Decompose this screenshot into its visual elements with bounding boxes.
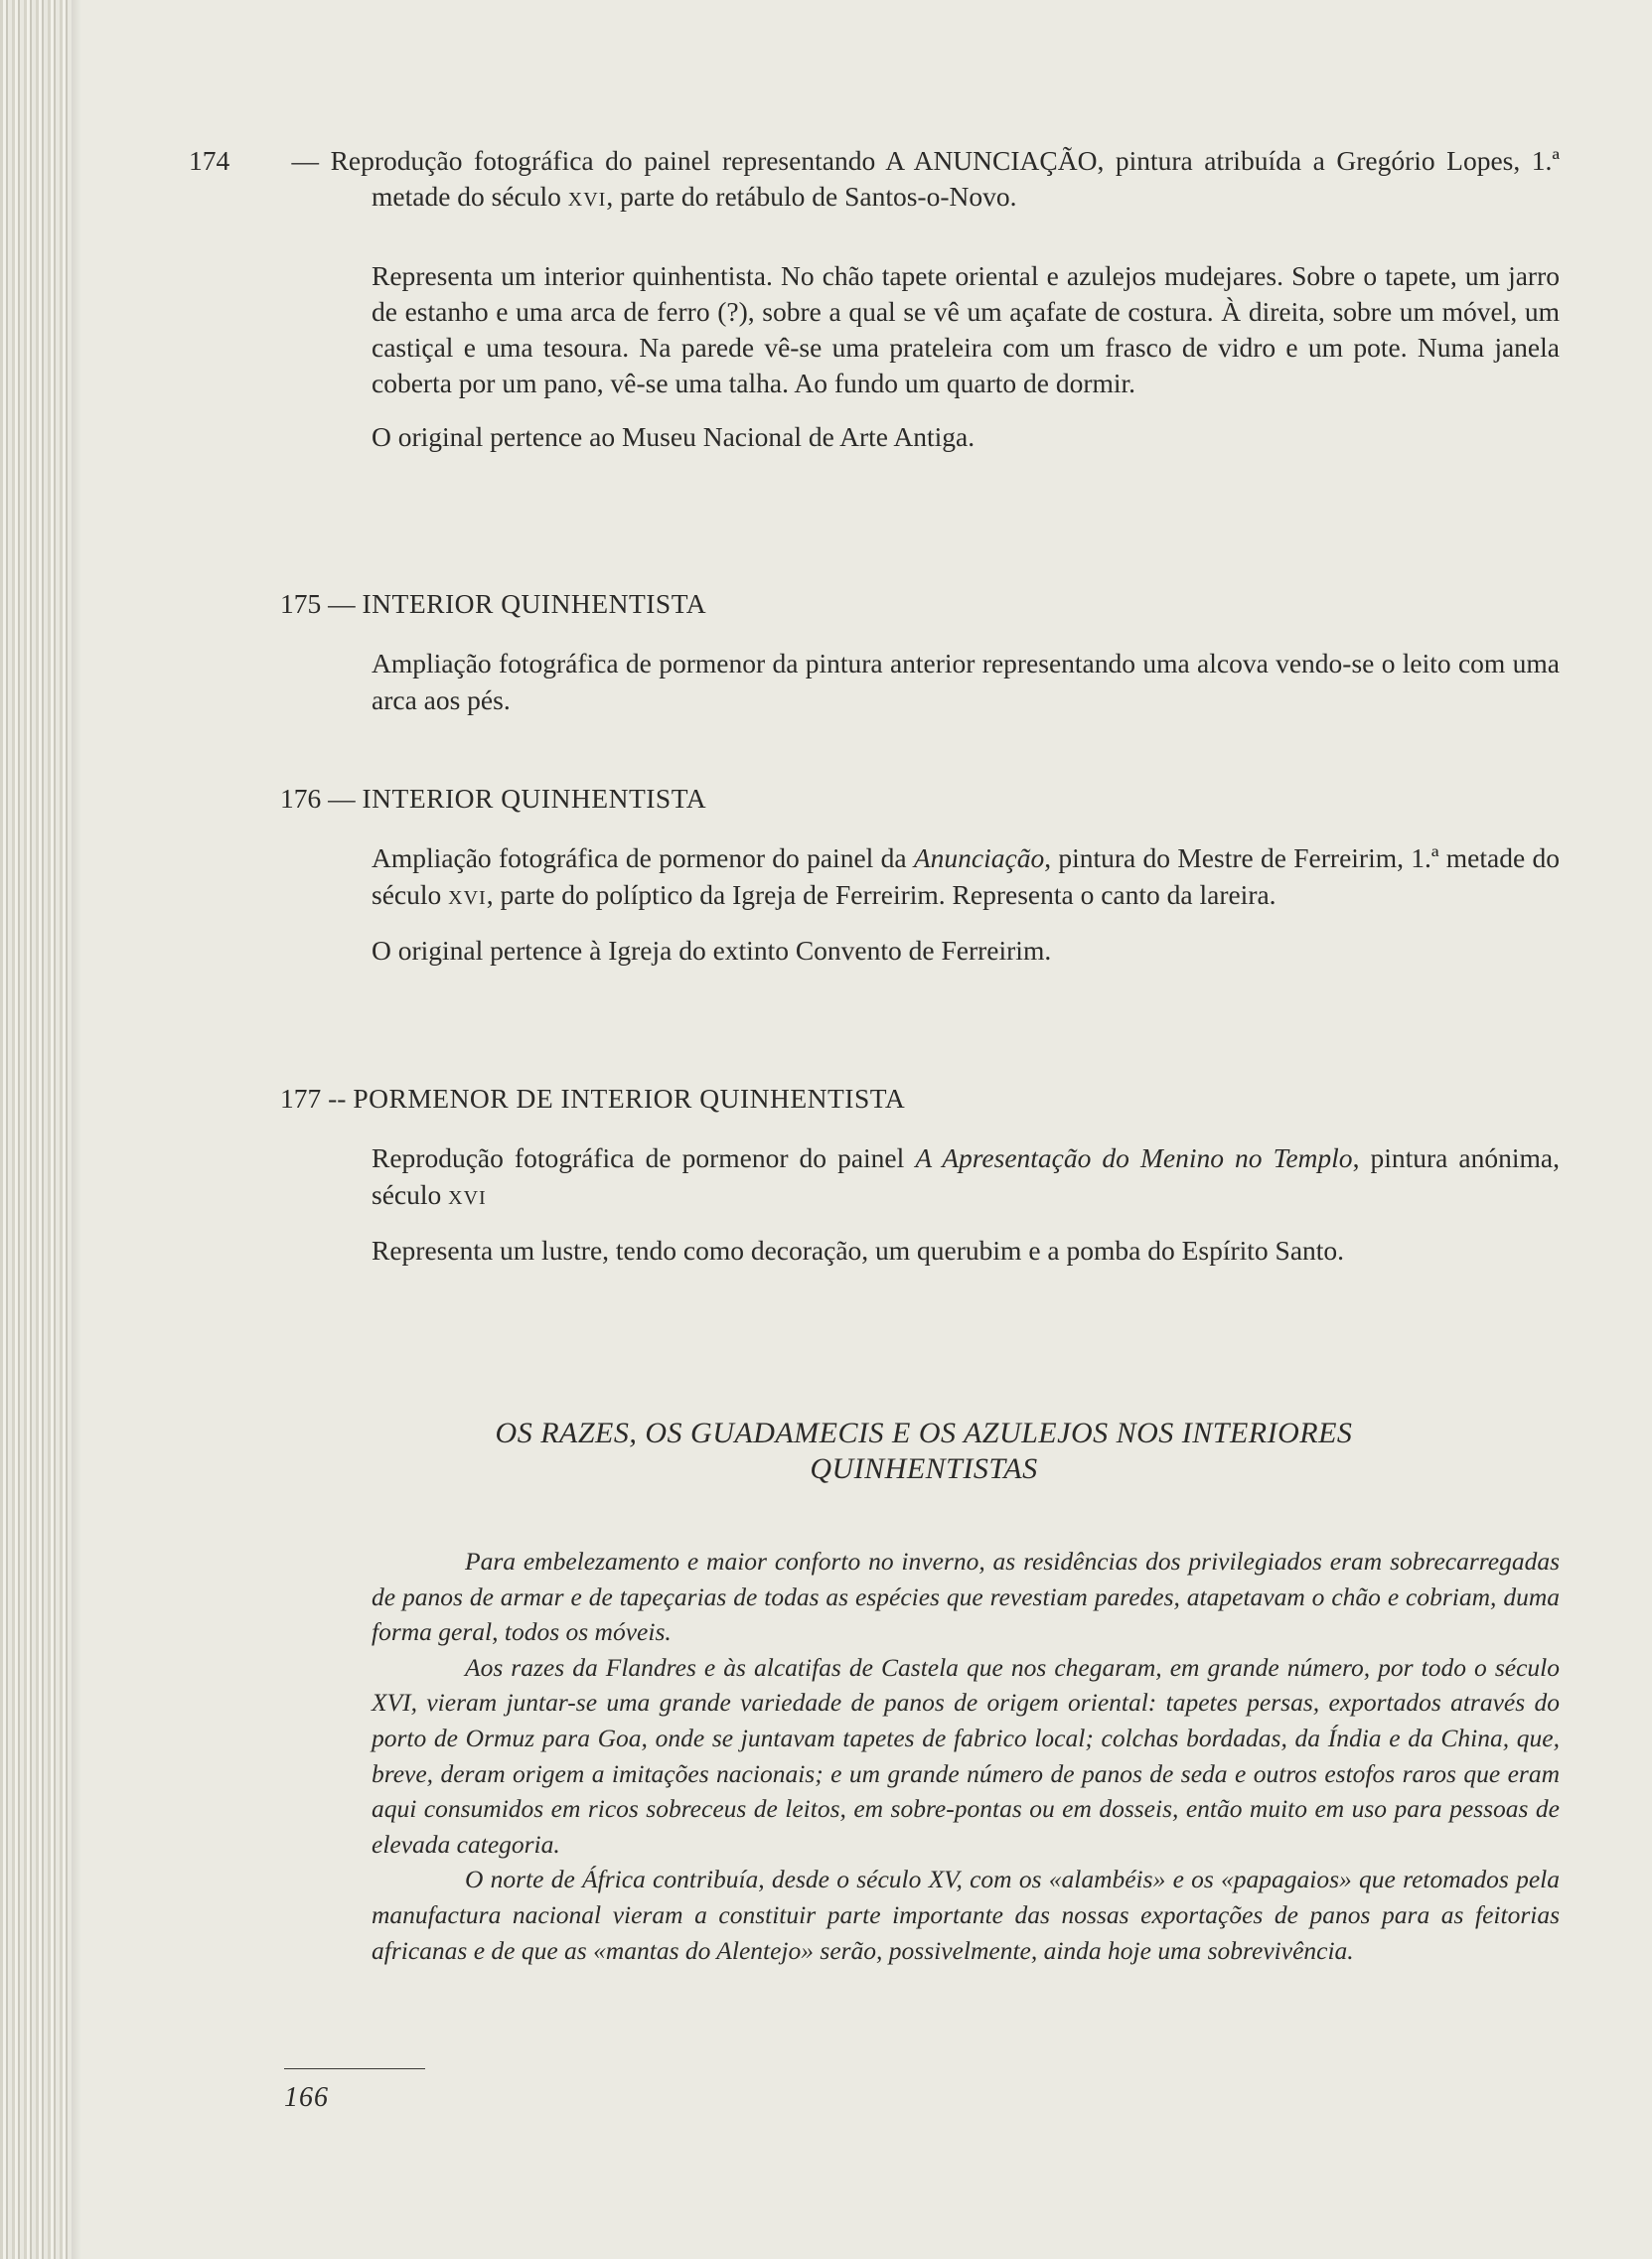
entry-title: INTERIOR QUINHENTISTA	[362, 783, 707, 814]
entry-174	[189, 143, 1561, 455]
text-run: , pintura do Mestre de Ferreirim, 1.ª metade do século	[372, 842, 1560, 910]
entry-177-description	[372, 1140, 1560, 1216]
entry-175-description: Ampliação fotográfica de pormenor da pintura anterior representando uma alcova vendo-se o leito com uma arca aos pés.	[372, 648, 1560, 715]
painting-title: A Apresentação do Menino no Templo	[915, 1142, 1353, 1174]
entry-title: INTERIOR QUINHENTISTA	[362, 588, 707, 619]
century-numeral: XVI	[448, 886, 487, 909]
entry-title: PORMENOR DE INTERIOR QUINHENTISTA	[353, 1083, 906, 1114]
section-body	[372, 1544, 1560, 1968]
entry-heading-text-end: , parte do retábulo de Santos-o-Novo.	[606, 181, 1017, 213]
text-run: , pintura anónima, século	[372, 1142, 1560, 1210]
entry-174-provenance: O original pertence ao Museu Nacional de Arte Antiga.	[372, 420, 976, 452]
section-title-line-2: QUINHENTISTAS	[810, 1452, 1038, 1485]
book-binding-edge	[0, 0, 72, 2259]
section-paragraph-2: Aos razes da Flandres e às alcatifas de Castela que nos chegaram, em grande número, por todo o século XVI, vieram juntar-se uma grande variedade de panos de origem oriental: tapetes persas, exportados através do porto de Ormuz para Goa, onde se juntavam tapetes de fabrico local; colchas bordadas, da Índia e da China, que, breve, deram origem a imitações nacionais; e um grande número de panos de seda e outros estofos raros que eram aqui consumidos em ricos sobreceus de leitos, em sobre-pontas ou em dosseis, então muito em uso para pessoas de elevada categoria.	[372, 1652, 1560, 1859]
page-number: 166	[284, 2082, 329, 2113]
section-title	[368, 1416, 1480, 1487]
text-run: Ampliação fotográfica de pormenor do painel da	[372, 842, 914, 874]
entry-177-note: Representa um lustre, tendo como decoração, um querubim e a pomba do Espírito Santo.	[372, 1234, 1345, 1266]
entry-177	[280, 1081, 1560, 1269]
entry-dash: --	[321, 1083, 354, 1114]
entry-176-provenance: O original pertence à Igreja do extinto Convento de Ferreirim.	[372, 934, 1052, 966]
entry-176	[280, 781, 1560, 969]
entry-dash: —	[280, 145, 331, 176]
section-paragraph-1: Para embelezamento e maior conforto no inverno, as residências dos privilegiados eram sobrecarregadas de panos de armar e de tapeçarias de todas as espécies que revestiam paredes, atapetavam o chão e cobriam, duma forma geral, todos os móveis.	[372, 1547, 1560, 1647]
entry-176-heading	[280, 781, 1560, 817]
entry-174-heading: 174 — Reprodução fotográfica do painel representando A ANUNCIAÇÃO, pintura atribuída a Gregório Lopes, 1.ª metade do século XVI, parte do retábulo de Santos-o-Novo.	[189, 145, 1561, 213]
entry-dash: —	[321, 588, 363, 619]
entry-number: 177	[280, 1083, 322, 1114]
entry-number: 175	[280, 588, 322, 619]
entry-number: 176	[280, 783, 322, 814]
footer-rule	[284, 2068, 425, 2069]
century-numeral: XVI	[448, 1186, 487, 1209]
entry-176-description	[372, 840, 1560, 916]
text-run: Reprodução fotográfica de pormenor do painel	[372, 1142, 916, 1174]
entry-177-heading	[280, 1081, 1560, 1117]
text-run: , parte do políptico da Igreja de Ferreirim. Representa o canto da lareira.	[486, 878, 1277, 910]
entry-175-heading	[280, 586, 1560, 622]
entry-heading-text: Reprodução fotográfica do painel representando A ANUNCIAÇÃO, pintura atribuída a Gregório Lopes, 1.ª metade do século	[330, 145, 1561, 213]
entry-175	[280, 586, 1560, 718]
entry-dash: —	[321, 783, 363, 814]
section-title-line-1: OS RAZES, OS GUADAMECIS E OS AZULEJOS NOS INTERIORES	[495, 1417, 1353, 1449]
entry-174-description: Representa um interior quinhentista. No chão tapete oriental e azulejos mudejares. Sobre o tapete, um jarro de estanho e uma arca de ferro (?), sobre a qual se vê um açafate de costura. À direita, sobre um móvel, um castiçal e uma tesoura. Na parede vê-se uma prateleira com um frasco de vidro e um pote. Numa janela coberta por um pano, vê-se uma talha. Ao fundo um quarto de dormir.	[372, 259, 1560, 399]
painting-title: Anunciação	[913, 842, 1045, 874]
century-numeral: XVI	[567, 189, 607, 212]
section-paragraph-3: O norte de África contribuía, desde o século XV, com os «alambéis» e os «papagaios» que retomados pela manufactura nacional vieram a constituir parte importante das nossas exportações de panos para as feitorias africanas e de que as «mantas do Alentejo» serão, possivelmente, ainda hoje uma sobrevivência.	[372, 1865, 1560, 1965]
